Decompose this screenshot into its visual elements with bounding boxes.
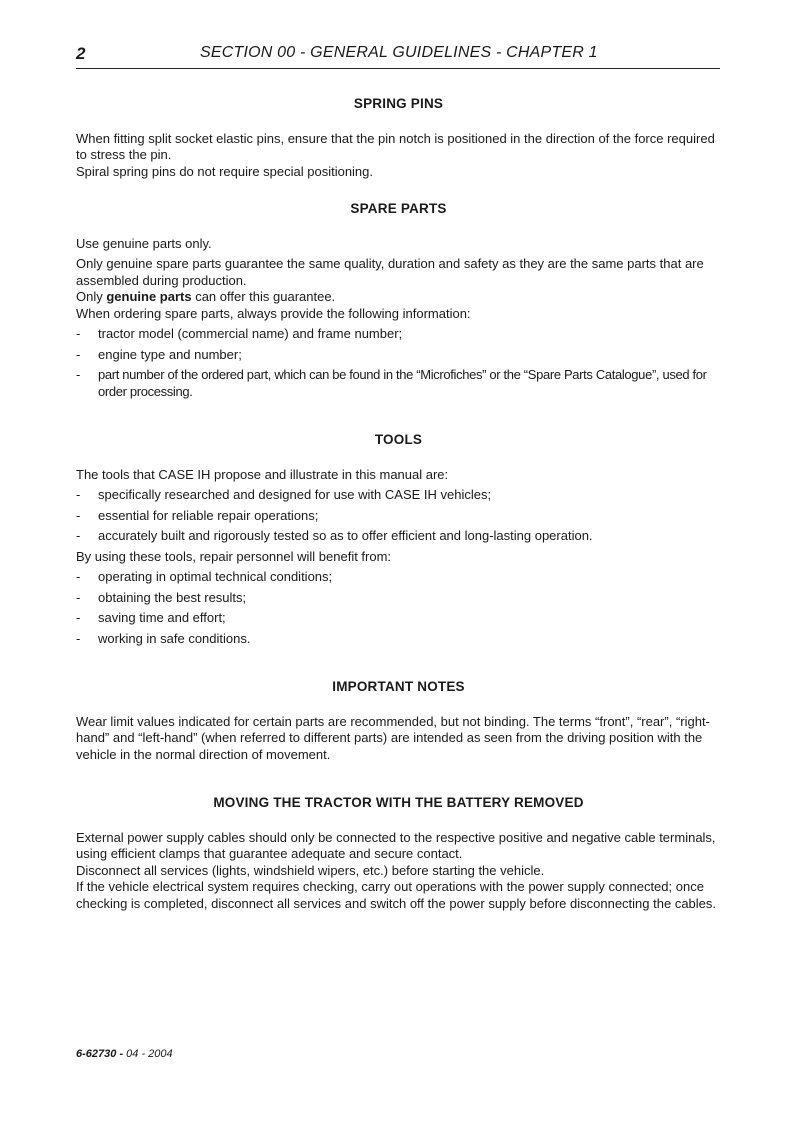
list-item-text: saving time and effort; xyxy=(98,610,226,625)
list-item-text: part number of the ordered part, which can be found in the “Microfiches” or the “Spare Parts Catalogue”, used for order processing. xyxy=(98,367,707,399)
list-item-text: accurately built and rigorously tested so as to offer efficient and long-lasting operation. xyxy=(98,528,593,543)
page-header xyxy=(76,44,720,69)
paragraph: Only genuine spare parts guarantee the same quality, duration and safety as they are the same parts that are assembled during production. xyxy=(76,256,704,288)
bullet-dash: - xyxy=(76,487,81,502)
section-title: TOOLS xyxy=(374,432,423,447)
document-date: 04 - 2004 xyxy=(126,1048,173,1060)
paragraph: The tools that CASE IH propose and illustrate in this manual are: xyxy=(76,466,449,482)
paragraph: Wear limit values indicated for certain parts are recommended, but not binding. The terms “front”, “rear”, “right-hand” and “left-hand” (when referred to different parts) are intended as seen from the driving position with the vehicle in the normal direction of movement. xyxy=(76,713,710,762)
bullet-dash: - xyxy=(76,346,81,362)
section-title: MOVING THE TRACTOR WITH THE BATTERY REMOVED xyxy=(213,795,584,810)
list-item xyxy=(76,487,721,504)
paragraph: Spiral spring pins do not require special positioning. xyxy=(76,163,374,179)
bullet-dash: - xyxy=(76,610,81,625)
section-title: IMPORTANT NOTES xyxy=(332,679,465,694)
bullet-dash: - xyxy=(76,507,81,523)
list-item-text: obtaining the best results; xyxy=(98,589,247,605)
section-spare-parts xyxy=(76,201,721,400)
page-content xyxy=(76,96,721,912)
paragraph: External power supply cables should only be connected to the respective positive and negative cable terminals, using efficient clamps that guarantee adequate and secure contact. xyxy=(76,829,716,861)
list-item-text: essential for reliable repair operations; xyxy=(98,507,319,523)
list-item xyxy=(76,367,721,400)
page-number: 2 xyxy=(76,44,86,63)
paragraph: Use genuine parts only. xyxy=(76,235,212,251)
list-item xyxy=(76,610,721,627)
section-spring-pins xyxy=(76,96,721,180)
bullet-dash: - xyxy=(76,569,81,584)
bullet-dash: - xyxy=(76,589,81,605)
bullet-dash: - xyxy=(76,630,81,646)
list-item-text: working in safe conditions. xyxy=(98,630,251,646)
bullet-list xyxy=(76,569,721,647)
bullet-list xyxy=(76,487,721,545)
text-run: can offer this guarantee. xyxy=(191,289,336,304)
paragraph: If the vehicle electrical system requires checking, carry out operations with the power supply connected; once checking is completed, disconnect all services and switch off the power supply before disconnecting the cables. xyxy=(76,879,717,911)
list-item-text: specifically researched and designed for use with CASE IH vehicles; xyxy=(98,487,492,502)
list-item xyxy=(76,590,721,607)
text-run: Only xyxy=(76,289,107,304)
section-title: SPARE PARTS xyxy=(350,201,447,216)
section-title: SPRING PINS xyxy=(353,96,444,111)
section-important-notes xyxy=(76,679,721,763)
list-item xyxy=(76,569,721,586)
list-item xyxy=(76,326,721,343)
list-item xyxy=(76,347,721,364)
list-item-text: tractor model (commercial name) and frame number; xyxy=(98,326,403,341)
list-item-text: engine type and number; xyxy=(98,346,242,362)
paragraph xyxy=(76,289,721,306)
bullet-dash: - xyxy=(76,326,81,341)
section-tools xyxy=(76,432,721,647)
emphasis-text: genuine parts xyxy=(106,289,192,304)
list-item xyxy=(76,508,721,525)
paragraph: By using these tools, repair personnel will benefit from: xyxy=(76,548,392,564)
list-item xyxy=(76,631,721,648)
list-item-text: operating in optimal technical conditions; xyxy=(98,569,333,584)
bullet-dash: - xyxy=(76,528,81,543)
page-footer xyxy=(76,1048,173,1060)
section-moving-tractor xyxy=(76,795,721,912)
running-head: SECTION 00 - GENERAL GUIDELINES - CHAPTER 1 xyxy=(200,44,598,61)
bullet-dash: - xyxy=(76,367,80,382)
bullet-list xyxy=(76,326,721,400)
document-code: 6-62730 - xyxy=(76,1048,124,1060)
paragraph: When ordering spare parts, always provide the following information: xyxy=(76,305,471,321)
paragraph: Disconnect all services (lights, windshield wipers, etc.) before starting the vehicle. xyxy=(76,862,545,878)
paragraph: When fitting split socket elastic pins, ensure that the pin notch is positioned in the direction of the force required to stress the pin. xyxy=(76,130,715,162)
list-item xyxy=(76,528,721,545)
